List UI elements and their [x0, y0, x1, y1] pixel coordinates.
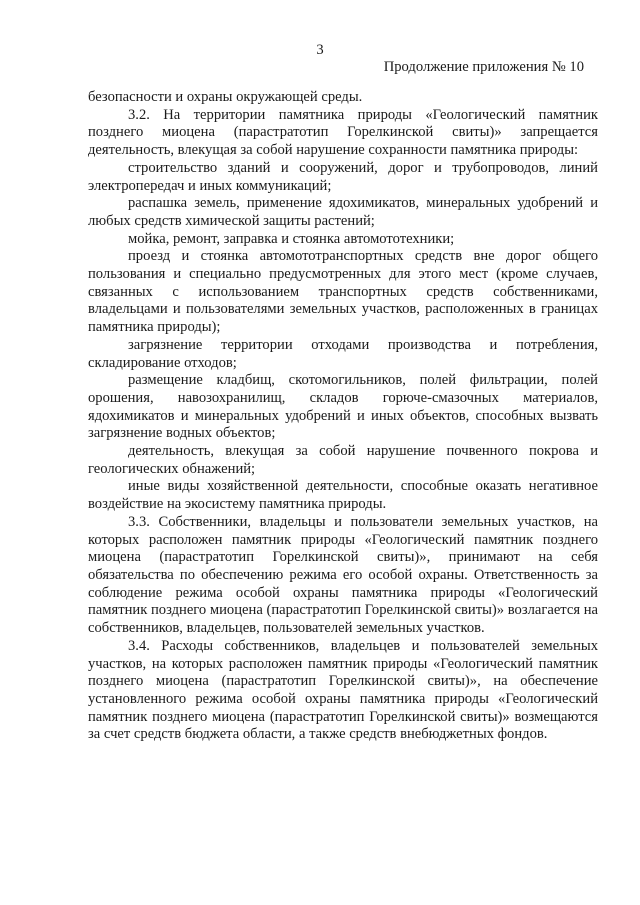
prohibition-item: строительство зданий и сооружений, дорог и трубопроводов, линий электропередач и иных коммуникаций;	[88, 159, 598, 194]
prohibition-item: иные виды хозяйственной деятельности, способные оказать негативное воздействие на экосистему памятника природы.	[88, 478, 598, 513]
paragraph-continued: безопасности и охраны окружающей среды.	[88, 89, 363, 105]
prohibition-item: проезд и стоянка автомототранспортных средств вне дорог общего пользования и специально предусмотренных для этого мест (кроме случаев, связанных с использованием транспортных средств собственниками, владельцами и пользователями земельных участков, расположенных в границах памятника природы);	[88, 248, 598, 336]
paragraph-3-2: 3.2. На территории памятника природы «Геологический памятник позднего миоцена (парастратотип Горелкинской свиты)» запрещается деятельность, влекущая за собой нарушение сохранности памятника природы:	[88, 106, 598, 159]
prohibition-item: мойка, ремонт, заправка и стоянка автомототехники;	[128, 230, 455, 247]
appendix-continuation-header: Продолжение приложения № 10	[383, 59, 584, 75]
prohibition-item: деятельность, влекущая за собой нарушение почвенного покрова и геологических обнажений;	[88, 443, 598, 477]
paragraph-3-4: 3.4. Расходы собственников, владельцев и пользователей земельных участков, на которых расположен памятник природы «Геологический памятник позднего миоцена (парастратотип Горелкинской свиты)», на обеспечение установленного режима особой охраны памятника природы «Геологический памятник позднего миоцена (парастратотип Горелкинской свиты)» возмещаются за счет средств бюджета области, а также средств внебюджетных фондов.	[88, 637, 598, 743]
paragraph-3-3: 3.3. Собственники, владельцы и пользователи земельных участков, на которых расположен памятник природы «Геологический памятник позднего миоцена (парастратотип Горелкинской свиты)», принимают на себя обязательства по обеспечению режима его особой охраны. Ответственность за соблюдение режима особой охраны памятника природы «Геологический памятник позднего миоцена (парастратотип Горелкинской свиты)» возлагается на собственников, владельцев, пользователей земельных участков.	[88, 513, 598, 637]
prohibition-item: распашка земель, применение ядохимикатов, минеральных удобрений и любых средств химической защиты растений;	[88, 195, 598, 229]
prohibition-item: загрязнение территории отходами производства и потребления, складирование отходов;	[88, 336, 598, 371]
prohibition-item: размещение кладбищ, скотомогильников, полей фильтрации, полей орошения, навозохранилищ, складов горюче-смазочных материалов, ядохимикатов и минеральных удобрений и иных объектов, способных вызвать загрязнение водных объектов;	[88, 372, 598, 442]
document-body	[88, 89, 598, 744]
page-number: 3	[316, 42, 324, 58]
